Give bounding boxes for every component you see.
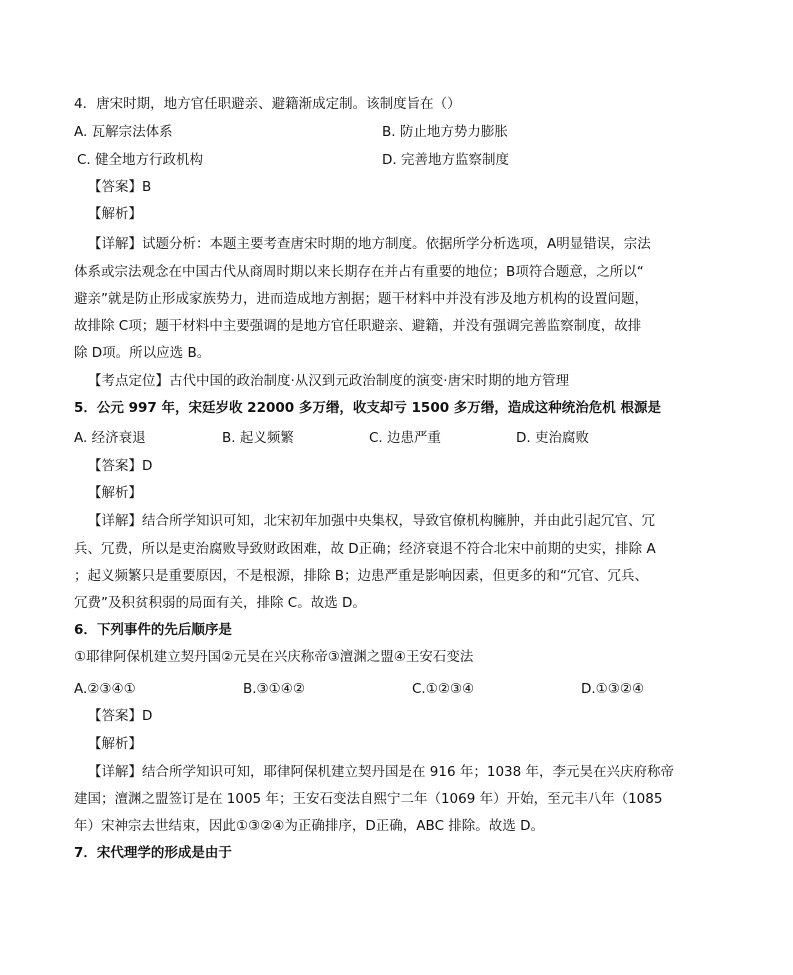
q6-detail-line: 年）宋神宗去世结束，因此①③②④为正确排序，D正确，ABC 排除。故选 D。 (74, 818, 544, 834)
q5-stem: 5．公元 997 年，宋廷岁收 22000 多万缗，收支却亏 1500 多万缗，造成这种统治危机 根源是 (74, 400, 662, 416)
q4-analysis-label: 【解析】 (88, 206, 142, 222)
q6-option-b: B.③①④② (243, 681, 305, 697)
q4-option-b: B. 防止地方势力膨胀 (382, 124, 508, 140)
q6-answer: 【答案】D (88, 708, 153, 724)
q6-detail-line: 【详解】结合所学知识可知，耶律阿保机建立契丹国是在 916 年；1038 年，李元昊在兴庆府称帝 (88, 764, 674, 780)
q4-detail-line: 【详解】试题分析：本题主要考查唐宋时期的地方制度。依据所学分析选项，A明显错误，宗法 (88, 236, 651, 252)
q6-option-d: D.①③②④ (581, 681, 645, 697)
q6-analysis-label: 【解析】 (88, 736, 142, 752)
q4-stem: 4．唐宋时期，地方官任职避亲、避籍渐成定制。该制度旨在（） (74, 96, 461, 112)
q6-option-a: A.②③④① (74, 681, 136, 697)
q7-stem: 7．宋代理学的形成是由于 (74, 845, 232, 861)
q5-detail-line: ；起义频繁只是重要原因，不是根源，排除 B；边患严重是影响因素，但更多的和“冗官、冗兵、 (74, 568, 649, 584)
q6-events: ①耶律阿保机建立契丹国②元昊在兴庆称帝③澶渊之盟④王安石变法 (74, 649, 474, 665)
q4-option-d: D. 完善地方监察制度 (382, 152, 509, 168)
q5-option-a: A. 经济衰退 (74, 430, 146, 446)
q5-option-b: B. 起义频繁 (222, 430, 294, 446)
q5-option-d: D. 吏治腐败 (516, 430, 589, 446)
q4-detail-line: 避亲”就是防止形成家族势力，进而造成地方割据；题干材料中并没有涉及地方机构的设置问题， (74, 291, 648, 307)
q4-detail-line: 故排除 C项；题干材料中主要强调的是地方官任职避亲、避籍，并没有强调完善监察制度，故排 (74, 318, 642, 334)
q6-option-c: C.①②③④ (412, 681, 475, 697)
q6-stem: 6．下列事件的先后顺序是 (74, 622, 232, 638)
q6-detail-line: 建国；澶渊之盟签订是在 1005 年；王安石变法自熙宁二年（1069 年）开始，至元丰八年（1085 (74, 791, 663, 807)
q4-option-a: A. 瓦解宗法体系 (74, 124, 173, 140)
q5-answer: 【答案】D (88, 458, 153, 474)
q5-option-c: C. 边患严重 (369, 430, 442, 446)
q5-detail-line: 【详解】结合所学知识可知，北宋初年加强中央集权，导致官僚机构臃肿，并由此引起冗官、冗 (88, 513, 655, 529)
q5-analysis-label: 【解析】 (88, 485, 142, 501)
q4-answer: 【答案】B (88, 179, 152, 195)
q5-detail-line: 冗费”及积贫积弱的局面有关，排除 C。故选 D。 (74, 595, 366, 611)
q4-option-c: C. 健全地方行政机构 (77, 152, 204, 168)
q4-detail-line: 体系或宗法观念在中国古代从商周时期以来长期存在并占有重要的地位；B项符合题意，之所以“ (74, 264, 644, 280)
q5-detail-line: 兵、冗费，所以是吏治腐败导致财政困难，故 D正确；经济衰退不符合北宋中前期的史实，排除 A (74, 541, 656, 557)
q4-kaodian: 【考点定位】古代中国的政治制度·从汉到元政治制度的演变·唐宋时期的地方管理 (88, 373, 570, 389)
q4-detail-line: 除 D项。所以应选 B。 (74, 345, 211, 361)
